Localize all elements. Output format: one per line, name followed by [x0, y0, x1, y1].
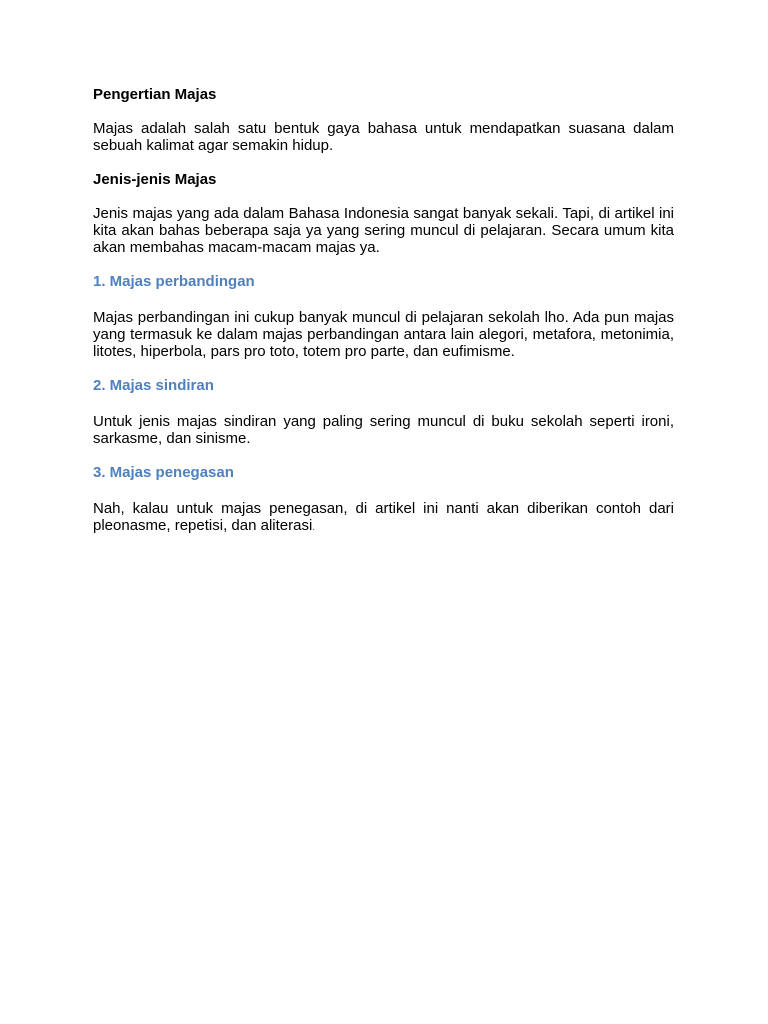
heading-jenis-jenis-majas: Jenis-jenis Majas [93, 171, 217, 188]
paragraph-penegasan-period: . [312, 522, 316, 533]
heading-majas-perbandingan: 1. Majas perbandingan [93, 273, 255, 290]
paragraph-sindiran: Untuk jenis majas sindiran yang paling sering muncul di buku sekolah seperti ironi, sarkasme, dan sinisme. [93, 413, 674, 447]
paragraph-perbandingan: Majas perbandingan ini cukup banyak muncul di pelajaran sekolah lho. Ada pun majas yang termasuk ke dalam majas perbandingan antara lain alegori, metafora, metonimia, litotes, hiperbola, pars pro toto, totem pro parte, dan eufimisme. [93, 309, 674, 360]
paragraph-pengertian: Majas adalah salah satu bentuk gaya bahasa untuk mendapatkan suasana dalam sebuah kalimat agar semakin hidup. [93, 120, 674, 154]
paragraph-penegasan [93, 500, 674, 536]
heading-pengertian-majas: Pengertian Majas [93, 86, 217, 103]
heading-majas-penegasan: 3. Majas penegasan [93, 464, 234, 481]
heading-majas-sindiran: 2. Majas sindiran [93, 377, 214, 394]
document-page [93, 86, 674, 536]
paragraph-jenis: Jenis majas yang ada dalam Bahasa Indonesia sangat banyak sekali. Tapi, di artikel ini kita akan bahas beberapa saja ya yang sering muncul di pelajaran. Secara umum kita akan membahas macam-macam majas ya. [93, 205, 674, 256]
paragraph-penegasan-text: Nah, kalau untuk majas penegasan, di artikel ini nanti akan diberikan contoh dari pleonasme, repetisi, dan aliterasi [93, 500, 674, 534]
